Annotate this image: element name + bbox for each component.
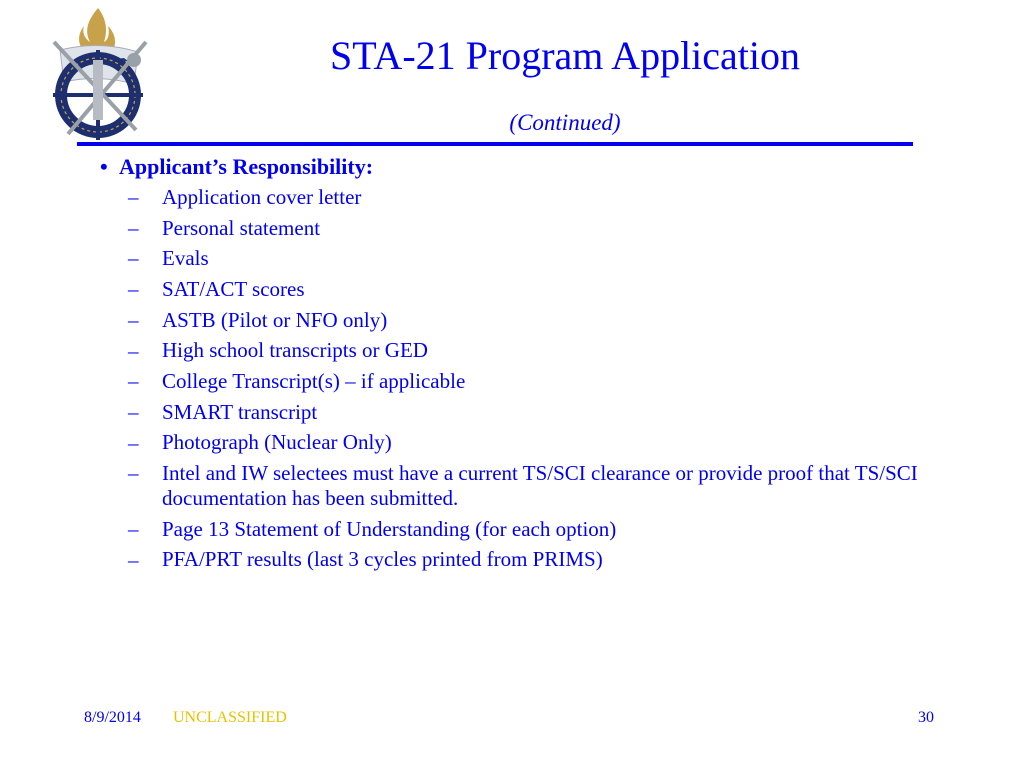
dash-icon: – [128,461,139,486]
dash-icon: – [128,369,139,394]
dash-icon: – [128,338,139,363]
slide-subtitle: (Continued) [509,110,621,135]
dash-icon: – [128,215,139,240]
bullet-icon: • [100,154,108,179]
dash-icon: – [128,307,139,332]
list-item: – Intel and IW selectees must have a current TS/SCI clearance or provide proof that TS/SCI documentation has been submitted. [128,458,920,514]
slide-title: STA-21 Program Application [329,33,801,78]
list-item: – Evals [128,243,920,274]
list-item: – Personal statement [128,213,920,244]
footer-date: 8/9/2014 [84,709,141,726]
list-item: – ASTB (Pilot or NFO only) [128,305,920,336]
list-item: – SMART transcript [128,397,920,428]
dash-icon: – [128,277,139,302]
dash-icon: – [128,547,139,572]
list-item: – Page 13 Statement of Understanding (for each option) [128,514,920,545]
naval-service-training-command-seal-icon [18,0,148,140]
list-item: – PFA/PRT results (last 3 cycles printed from PRIMS) [128,545,920,576]
footer-page-number: 30 [918,709,934,726]
footer-classification: UNCLASSIFIED [173,709,287,726]
dash-icon: – [128,430,139,455]
title-divider [77,142,913,146]
list-item: – Application cover letter [128,182,920,213]
dash-icon: – [128,246,139,271]
dash-icon: – [128,516,139,541]
list-item: – SAT/ACT scores [128,274,920,305]
dash-icon: – [128,185,139,209]
dash-icon: – [128,399,139,424]
list-item: – High school transcripts or GED [128,336,920,367]
slide-body [100,152,920,575]
responsibility-list [100,182,920,575]
bullet-heading: Applicant’s Responsibility: [119,154,374,179]
list-item: – Photograph (Nuclear Only) [128,428,920,459]
list-item: – College Transcript(s) – if applicable [128,366,920,397]
bullet-applicant-responsibility [100,152,920,182]
